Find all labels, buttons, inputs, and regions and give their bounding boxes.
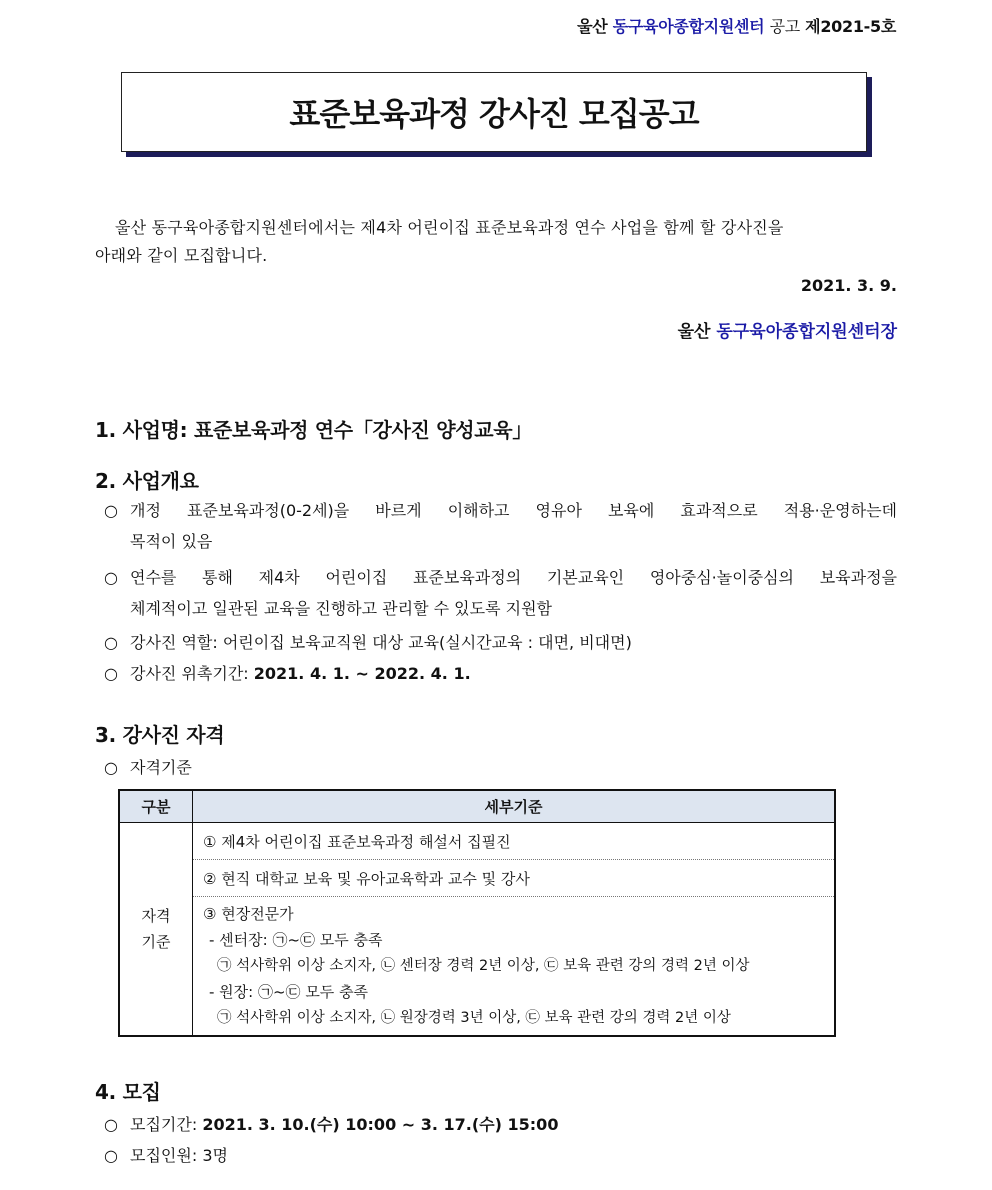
circle-bullet-icon: ○ [104, 664, 118, 683]
signer [678, 317, 897, 342]
table-row [119, 897, 835, 1037]
signer-city: 울산 [677, 322, 711, 342]
recruit-count [104, 1140, 897, 1171]
recruit-count-label: 모집인원: [130, 1146, 198, 1165]
row3-line-1: ③ 현장전문가 [203, 905, 294, 923]
intro-paragraph [95, 214, 897, 270]
table-row [119, 860, 835, 897]
notice-city: 울산 [577, 17, 608, 36]
category-line-2: 기준 [141, 933, 171, 951]
section-3-heading: 3. 강사진 자격 [95, 723, 225, 747]
overview-b1-line2: 목적이 있음 [130, 532, 213, 551]
qualification-table [118, 789, 836, 1037]
overview-bullet-1 [104, 495, 897, 557]
notice-no-value: 제2021-5호 [805, 17, 896, 36]
category-line-1: 자격 [141, 907, 171, 925]
overview-b1-line1: 개정 표준보육과정(0-2세)을 바르게 이해하고 영유아 보육에 효과적으로 적용·운영하는데 [130, 501, 897, 520]
intro-line-1: 울산 동구육아종합지원센터에서는 제4차 어린이집 표준보육과정 연수 사업을 함께 할 강사진을 [115, 218, 784, 237]
overview-b3: 강사진 역할: 어린이집 보육교직원 대상 교육(실시간교육 : 대면, 비대면) [130, 633, 632, 652]
circle-bullet-icon: ○ [104, 501, 118, 520]
overview-bullet-4 [104, 658, 897, 689]
recruit-period-label: 모집기간: [130, 1115, 198, 1134]
signer-org: 동구육아종합지원센터장 [716, 322, 897, 342]
circle-bullet-icon: ○ [104, 633, 118, 652]
table-cell-row3 [193, 897, 836, 1037]
table-cell-row2: ② 현직 대학교 보육 및 유아교육학과 교수 및 강사 [193, 860, 836, 897]
circle-bullet-icon: ○ [104, 1146, 118, 1165]
qualification-bullet-text: 자격기준 [130, 758, 192, 777]
row3-line-5: ㉠ 석사학위 이상 소지자, ㉡ 원장경력 3년 이상, ㉢ 보육 관련 강의 경력 2년 이상 [217, 1010, 731, 1026]
page-title: 표준보육과정 강사진 모집공고 [289, 95, 699, 133]
intro-line-2: 아래와 같이 모집합니다. [95, 246, 268, 265]
row3-line-2: - 센터장: ㉠~㉢ 모두 충족 [209, 931, 383, 949]
recruit-period [104, 1109, 897, 1140]
recruit-period-value: 2021. 3. 10.(수) 10:00 ~ 3. 17.(수) 15:00 [202, 1115, 559, 1134]
notice-date: 2021. 3. 9. [800, 276, 897, 295]
table-cell-row1: ① 제4차 어린이집 표준보육과정 해설서 집필진 [193, 823, 836, 860]
qualification-bullet [104, 752, 897, 783]
section-4-heading: 4. 모집 [95, 1080, 161, 1104]
notice-number [577, 14, 896, 37]
circle-bullet-icon: ○ [104, 758, 118, 777]
table-header-detail: 세부기준 [193, 790, 836, 823]
circle-bullet-icon: ○ [104, 1115, 118, 1134]
table-header-row [119, 790, 835, 823]
table-header-category: 구분 [119, 790, 193, 823]
overview-b4-label: 강사진 위촉기간: [130, 664, 249, 683]
section-2-heading: 2. 사업개요 [95, 469, 199, 493]
overview-b2-line1: 연수를 통해 제4차 어린이집 표준보육과정의 기본교육인 영아중심·놀이중심의 보육과정을 [130, 568, 897, 587]
section-1-heading: 1. 사업명: 표준보육과정 연수「강사진 양성교육」 [95, 418, 533, 442]
title-box [121, 72, 867, 152]
row3-line-3: ㉠ 석사학위 이상 소지자, ㉡ 센터장 경력 2년 이상, ㉢ 보육 관련 강의 경력 2년 이상 [217, 958, 750, 974]
table-row [119, 823, 835, 860]
row3-line-4: - 원장: ㉠~㉢ 모두 충족 [209, 983, 369, 1001]
circle-bullet-icon: ○ [104, 568, 118, 587]
notice-label: 공고 [769, 17, 800, 36]
overview-b4-value: 2021. 4. 1. ~ 2022. 4. 1. [253, 664, 471, 683]
overview-bullet-2 [104, 562, 897, 624]
recruit-count-value: 3명 [202, 1146, 228, 1165]
overview-bullet-3 [104, 627, 897, 658]
notice-org: 동구육아종합지원센터 [612, 17, 765, 36]
table-category-cell [119, 823, 193, 1037]
overview-b2-line2: 체계적이고 일관된 교육을 진행하고 관리할 수 있도록 지원함 [130, 599, 553, 618]
